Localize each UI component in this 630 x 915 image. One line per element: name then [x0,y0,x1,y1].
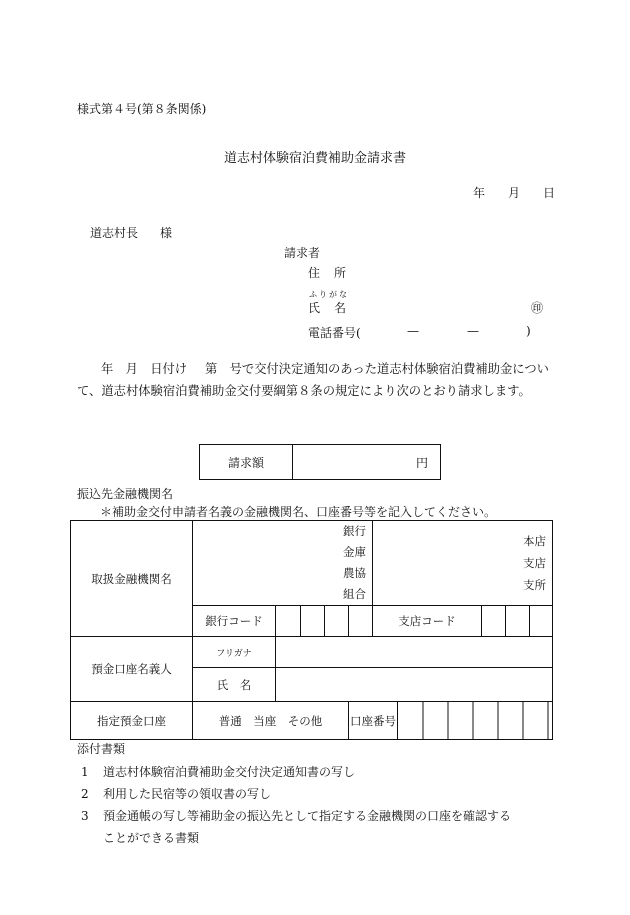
type-bank: 銀行 [343,524,366,538]
phone-dash: — [407,324,419,338]
attachment-number: 2 [81,787,89,801]
attachment-text-continued: ことができる書類 [103,831,200,845]
date-month: 月 [508,186,521,200]
institution-field[interactable] [193,521,373,606]
type-nokyo: 農協 [343,566,366,580]
holder-name-label: 氏 名 [193,668,276,702]
branch-code-digit[interactable] [506,606,530,637]
branch-code-digit[interactable] [482,606,506,637]
bank-heading: 振込先金融機関名 [77,487,174,501]
date-day: 日 [543,186,556,200]
attachment-number: 1 [81,765,89,779]
name-label: 氏名 [308,301,361,315]
bank-note: ＊補助金交付申請者名義の金融機関名、口座番号等を記入してください。 [100,505,497,519]
holder-label: 預金口座名義人 [71,637,193,702]
branch-code-digit[interactable] [530,606,553,637]
bank-table [70,520,553,740]
addressee-honorific: 様 [160,226,173,240]
body-number-part: 第 号で交付決定通知のあった道志村体験宿泊費補助金について、道志村体験宿泊費補助金交付要綱第８条の規定により次のとおり請求します。 [77,362,549,398]
bank-code-digit[interactable] [349,606,373,637]
amount-box [199,444,441,480]
request-body [77,358,557,402]
type-head-office: 本店 [523,534,546,548]
name-furigana: ふりがな [309,290,349,299]
phone-close: ) [526,324,531,338]
amount-label: 請求額 [200,445,293,479]
phone-dash: — [467,324,479,338]
attachments-heading: 添付書類 [77,742,126,756]
bank-code-digit[interactable] [301,606,325,637]
amount-field[interactable] [293,445,440,479]
type-shinkin: 金庫 [343,545,366,559]
attachment-text: 預金通帳の写し等補助金の振込先として指定する金融機関の口座を確認する [103,809,512,823]
attachment-item [81,785,271,802]
furigana-label: フリガナ [193,637,276,668]
form-number: 様式第４号(第８条関係) [77,102,207,116]
account-number-label: 口座番号 [349,702,398,740]
seal-mark: ㊞ [531,301,544,315]
account-label: 指定預金口座 [71,702,193,740]
body-date-part: 年 月 日付け [101,362,188,376]
phone-label: 電話番号( [308,326,361,340]
account-number-field[interactable] [398,702,553,740]
furigana-field[interactable] [276,637,553,668]
institution-label: 取扱金融機関名 [71,521,193,637]
attachment-text: 利用した民宿等の領収書の写し [103,787,272,801]
requester-heading: 請求者 [284,246,321,260]
amount-unit: 円 [415,455,428,470]
date-year: 年 [473,186,486,200]
type-branch: 支店 [523,556,546,570]
branch-field[interactable] [373,521,553,606]
attachment-text: 道志村体験宿泊費補助金交付決定通知書の写し [103,765,356,779]
branch-code-label: 支店コード [373,606,482,637]
holder-name-field[interactable] [276,668,553,702]
address-label: 住所 [308,266,361,280]
bank-code-digit[interactable] [276,606,301,637]
account-type-options[interactable]: 普通 当座 その他 [193,702,349,740]
attachment-number: 3 [81,809,89,823]
bank-code-digit[interactable] [325,606,349,637]
type-sub-branch: 支所 [523,578,546,592]
attachment-item [81,807,511,824]
addressee: 道志村長 [90,226,139,240]
document-title: 道志村体験宿泊費補助金請求書 [223,151,406,166]
bank-code-label: 銀行コード [193,606,276,637]
type-kumiai: 組合 [343,587,366,601]
attachment-item [81,763,355,780]
